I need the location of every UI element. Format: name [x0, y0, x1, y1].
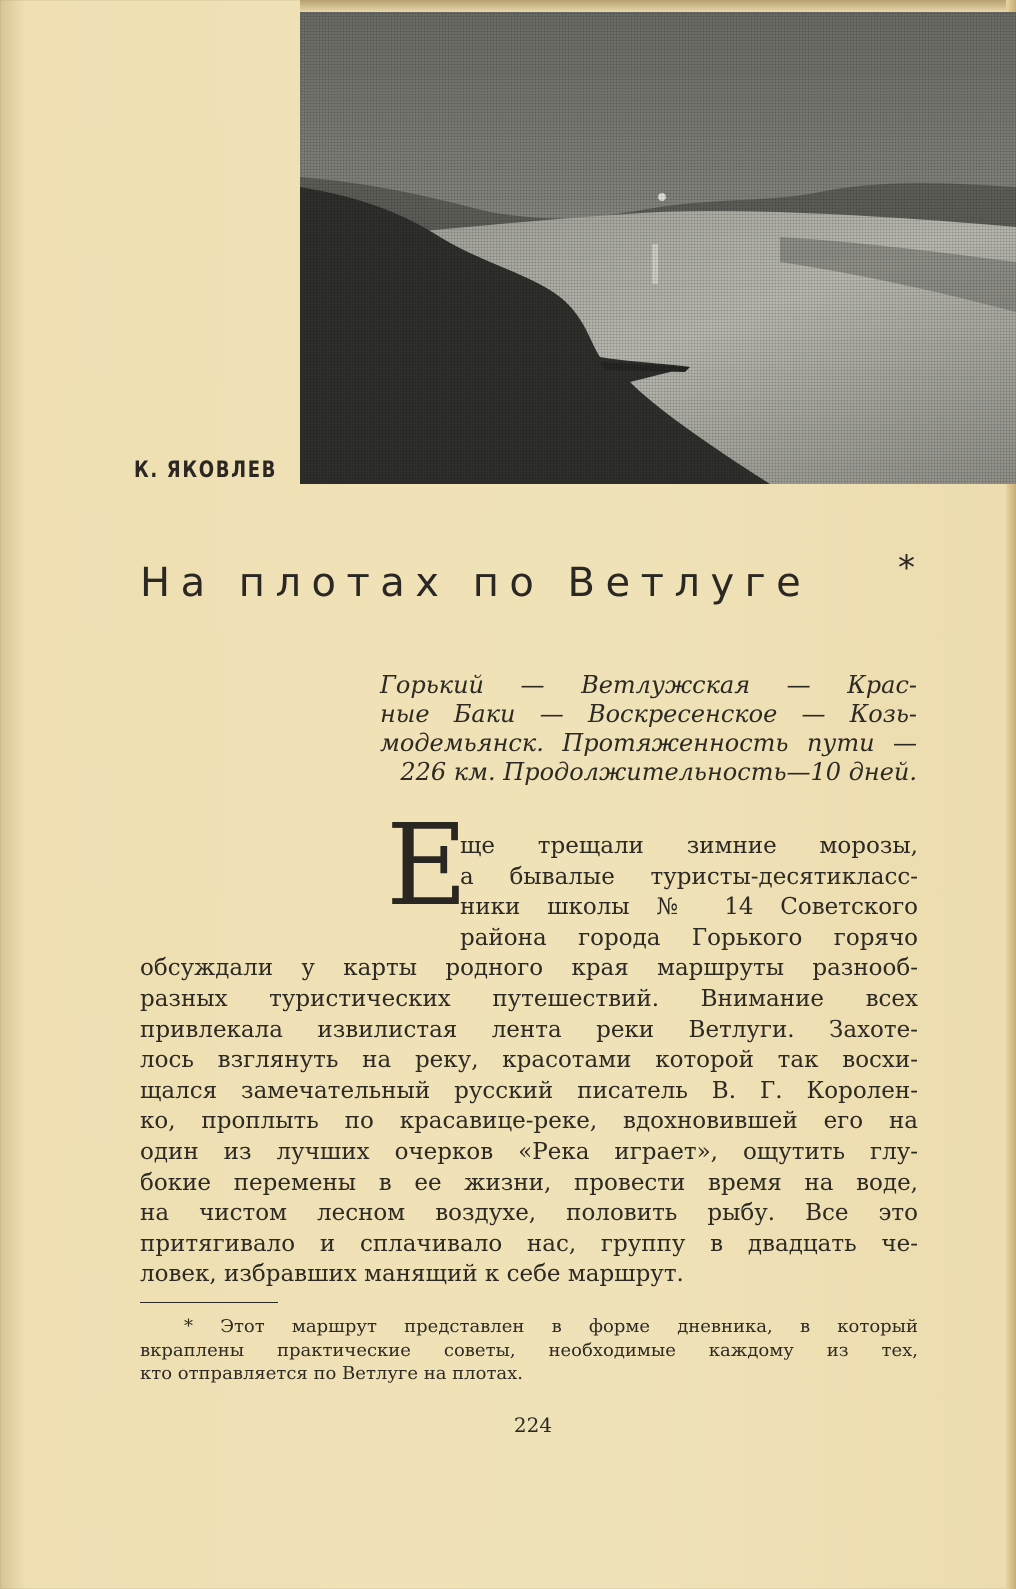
- route-summary: [380, 671, 917, 787]
- route-line: модемьянск. Протяженность пути —: [380, 729, 917, 757]
- chapter-title: На плотах по Ветлуге: [140, 560, 812, 606]
- body-line: лось взглянуть на реку, красотами которой так восхи-: [140, 1047, 918, 1074]
- body-paragraph: [140, 831, 918, 1290]
- drop-cap: Е: [386, 801, 468, 931]
- halftone-texture: [300, 12, 1016, 484]
- body-line: бокие перемены в ее жизни, провести время на воде,: [140, 1169, 918, 1196]
- page-top-edge: [300, 0, 1016, 12]
- footnote-line: * Этот маршрут представлен в форме дневника, в который: [184, 1316, 918, 1337]
- river-photo: [300, 12, 1016, 484]
- footnote-line: вкраплены практические советы, необходимые каждому из тех,: [140, 1339, 918, 1361]
- page-number: 224: [513, 1413, 553, 1437]
- route-line: Горький — Ветлужская — Крас-: [380, 671, 917, 699]
- author-name: К. ЯКОВЛЕВ: [134, 458, 278, 483]
- body-line: а бывалые туристы-десятикласс-: [460, 863, 918, 890]
- body-line: ловек, избравших манящий к себе маршрут.: [140, 1261, 684, 1288]
- footnote-line: кто отправляется по Ветлуге на плотах.: [140, 1363, 524, 1384]
- body-line: ще трещали зимние морозы,: [460, 833, 918, 859]
- title-footnote-mark: *: [898, 548, 915, 588]
- body-line: района города Горького горячо: [460, 924, 918, 951]
- body-line: на чистом лесном воздухе, половить рыбу. Все это: [140, 1200, 918, 1227]
- body-line: ко, проплыть по красавице-реке, вдохновившей его на: [140, 1108, 918, 1135]
- body-line: привлекала извилистая лента реки Ветлуги. Захоте-: [140, 1016, 918, 1043]
- route-line: 226 км. Продолжительность—10 дней.: [400, 758, 917, 786]
- footnote-divider: [140, 1302, 278, 1303]
- body-line: притягивало и сплачивало нас, группу в двадцать че-: [140, 1230, 918, 1257]
- body-line: щался замечательный русский писатель В. Г. Королен-: [140, 1077, 918, 1104]
- body-line: разных туристических путешествий. Внимание всех: [140, 985, 918, 1012]
- body-line: ники школы № 14 Советского: [460, 894, 918, 921]
- footnote: [140, 1315, 918, 1386]
- body-line: один из лучших очерков «Река играет», ощутить глу-: [140, 1138, 918, 1165]
- body-line: обсуждали у карты родного края маршруты разнооб-: [140, 955, 918, 982]
- route-line: ные Баки — Воскресенское — Козь-: [380, 700, 917, 728]
